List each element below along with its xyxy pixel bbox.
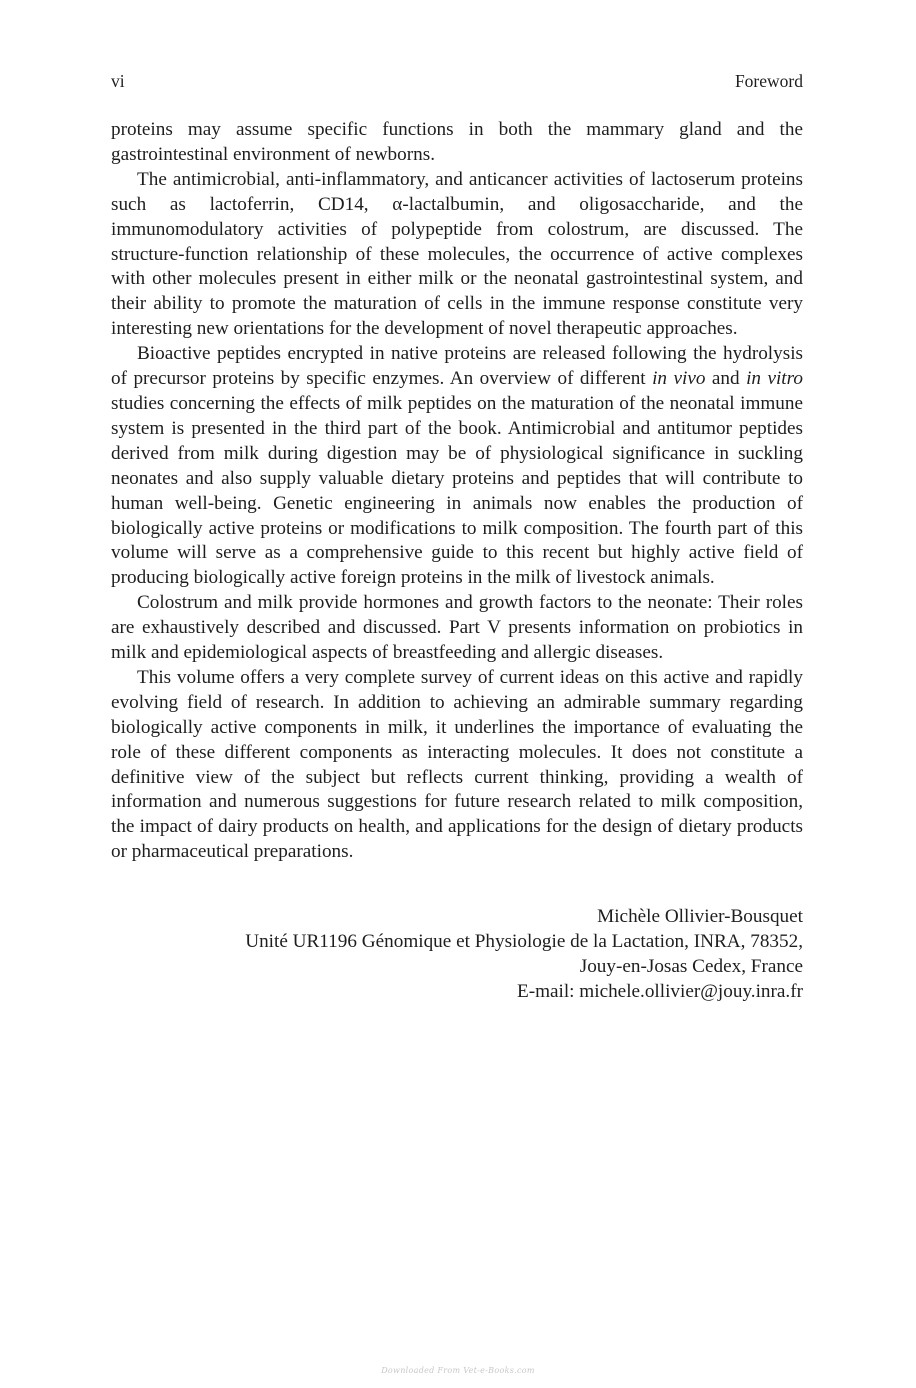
running-title: Foreword [734,71,803,91]
paragraph-3-text-c: studies concerning the effects of milk peptides on the maturation of the neonatal immune system is presented in the third part of the book. Antimicrobial and antitumor peptides derived from milk during digestion may be of physiological significance in suckling neonates and also supply valuable dietary proteins and peptides that will contribute to human well-being. Genetic engineering in animals now enables the production of biologically active proteins or modifications to milk composition. The fourth part of this volume will serve as a comprehensive guide to this recent but highly active field of producing biologically active foreign proteins in the milk of livestock animals. [111,392,803,589]
download-watermark: Downloaded From Vet-e-Books.com [381,1366,535,1375]
paragraph-1: proteins may assume specific functions in both the mammary gland and the gastrointestinal environment of newborns. [111,119,803,165]
paragraph-3 [111,342,803,591]
paragraph-4: Colostrum and milk provide hormones and growth factors to the neonate: Their roles are exhaustively described and discussed. Part V presents information on probiotics in milk and epidemiological aspects of breastfeeding and allergic diseases. [111,592,803,664]
document-page [111,68,803,1005]
author-name: Michèle Ollivier-Bousquet [597,906,803,928]
author-affiliation-line-1: Unité UR1196 Génomique et Physiologie de la Lactation, INRA, 78352, [245,931,803,953]
paragraph-3-text-b: and [705,368,747,390]
italic-in-vivo: in vivo [652,368,706,390]
paragraph-5: This volume offers a very complete survey of current ideas on this active and rapidly evolving field of research. In addition to achieving an admirable summary regarding biologically active components in milk, it underlines the importance of evaluating the role of these different components as interacting molecules. It does not constitute a definitive view of the subject but reflects current thinking, providing a wealth of information and numerous suggestions for future research related to milk composition, the impact of dairy products on health, and applications for the design of dietary products or pharmaceutical preparations. [111,666,803,863]
foreword-body [111,118,803,865]
author-signature [111,905,803,1005]
paragraph-3-text-a: Bioactive peptides encrypted in native proteins are released following the hydrolysis of precursor proteins by specific enzymes. An overview of different [111,343,803,390]
page-number: vi [111,71,125,91]
paragraph-2: The antimicrobial, anti-inflammatory, and anticancer activities of lactoserum proteins such as lactoferrin, CD14, α-lactalbumin, and oligosaccharide, and the immunomodulatory activities of polypeptide from colostrum, are discussed. The structure-function relationship of these molecules, the occurrence of active complexes with other molecules present in either milk or the neonatal gastrointestinal system, and their ability to promote the maturation of cells in the immune response constitute very interesting new orientations for the development of novel therapeutic approaches. [111,168,803,340]
author-email: E-mail: michele.ollivier@jouy.inra.fr [516,980,803,1002]
italic-in-vitro: in vitro [746,368,803,390]
running-header [111,68,803,94]
author-affiliation-line-2: Jouy-en-Josas Cedex, France [579,956,803,977]
